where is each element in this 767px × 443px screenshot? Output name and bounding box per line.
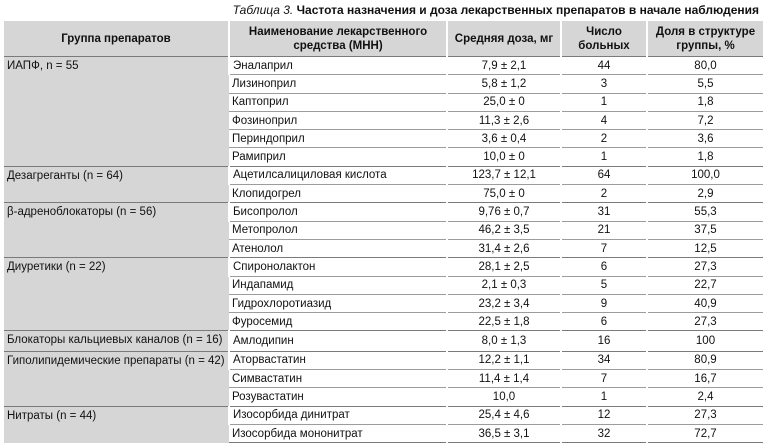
dose-cell: 11,4 ± 1,4 (447, 370, 561, 388)
header-dose: Средняя доза, мг (447, 21, 561, 57)
share-cell: 80,0 (647, 57, 763, 75)
drug-name-cell: Спиронолактон (229, 258, 447, 276)
dose-cell: 11,3 ± 2,6 (447, 111, 561, 129)
count-cell: 21 (561, 221, 647, 239)
dose-cell: 3,6 ± 0,4 (447, 130, 561, 148)
group-name: β-адреноблокаторы (n = 56) (4, 203, 229, 258)
dose-cell: 31,4 ± 2,6 (447, 239, 561, 257)
drug-name-cell: Клопидогрел (229, 185, 447, 203)
table-caption (0, 0, 767, 21)
group-name: Диуретики (n = 22) (4, 258, 229, 331)
share-cell: 2,4 (647, 388, 763, 406)
share-cell: 100,0 (647, 166, 763, 184)
table-row (4, 258, 763, 276)
table-row (4, 203, 763, 221)
dose-cell: 10,0 ± 0 (447, 148, 561, 166)
count-cell: 6 (561, 313, 647, 331)
caption-title: Частота назначения и доза лекарственных препаратов в начале наблюдения (296, 3, 759, 17)
drug-name-cell: Метопролол (229, 221, 447, 239)
share-cell: 1,8 (647, 93, 763, 111)
count-cell: 2 (561, 185, 647, 203)
drug-name-cell: Гидрохлоротиазид (229, 294, 447, 312)
share-cell: 80,9 (647, 351, 763, 369)
dose-cell: 12,2 ± 1,1 (447, 351, 561, 369)
drug-name-cell: Аторвастатин (229, 351, 447, 369)
share-cell: 40,9 (647, 294, 763, 312)
dose-cell: 8,0 ± 1,3 (447, 331, 561, 351)
dose-cell: 75,0 ± 0 (447, 185, 561, 203)
dose-cell: 5,8 ± 1,2 (447, 75, 561, 93)
share-cell: 3,6 (647, 130, 763, 148)
drug-name-cell: Фозиноприл (229, 111, 447, 129)
share-cell: 27,3 (647, 313, 763, 331)
share-cell: 1,8 (647, 148, 763, 166)
drug-name-cell: Индапамид (229, 276, 447, 294)
drug-name-cell: Бисопролол (229, 203, 447, 221)
drug-name-cell: Атенолол (229, 239, 447, 257)
drug-name-cell: Изосорбида мононитрат (229, 424, 447, 442)
count-cell: 9 (561, 294, 647, 312)
count-cell: 4 (561, 111, 647, 129)
share-cell: 100 (647, 331, 763, 351)
share-cell: 5,5 (647, 75, 763, 93)
count-cell: 64 (561, 166, 647, 184)
dose-cell: 10,0 (447, 388, 561, 406)
count-cell: 1 (561, 148, 647, 166)
dose-cell: 22,5 ± 1,8 (447, 313, 561, 331)
share-cell: 37,5 (647, 221, 763, 239)
count-cell: 12 (561, 406, 647, 424)
dose-cell: 25,4 ± 4,6 (447, 406, 561, 424)
count-cell: 2 (561, 130, 647, 148)
table-row (4, 351, 763, 369)
header-group: Группа препаратов (4, 21, 229, 57)
group-name: ИАПФ, n = 55 (4, 57, 229, 167)
caption-label: Таблица 3. (232, 3, 294, 17)
share-cell: 72,7 (647, 424, 763, 442)
group-name: Гиполипидемические препараты (n = 42) (4, 351, 229, 406)
drug-table (4, 21, 763, 443)
count-cell: 3 (561, 75, 647, 93)
drug-name-cell: Лизиноприл (229, 75, 447, 93)
table-body (4, 57, 763, 443)
share-cell: 16,7 (647, 370, 763, 388)
group-name: Дезагреганты (n = 64) (4, 166, 229, 203)
table-row (4, 57, 763, 75)
dose-cell: 9,76 ± 0,7 (447, 203, 561, 221)
drug-name-cell: Эналаприл (229, 57, 447, 75)
share-cell: 2,9 (647, 185, 763, 203)
drug-name-cell: Симвастатин (229, 370, 447, 388)
drug-name-cell: Каптоприл (229, 93, 447, 111)
header-count: Число больных (561, 21, 647, 57)
count-cell: 32 (561, 424, 647, 442)
drug-name-cell: Периндоприл (229, 130, 447, 148)
count-cell: 34 (561, 351, 647, 369)
dose-cell: 28,1 ± 2,5 (447, 258, 561, 276)
drug-name-cell: Амлодипин (229, 331, 447, 351)
drug-name-cell: Изосорбида динитрат (229, 406, 447, 424)
count-cell: 16 (561, 331, 647, 351)
group-name: Блокаторы кальциевых каналов (n = 16) (4, 331, 229, 351)
share-cell: 12,5 (647, 239, 763, 257)
header-share: Доля в структуре группы, % (647, 21, 763, 57)
drug-name-cell: Фуросемид (229, 313, 447, 331)
share-cell: 22,7 (647, 276, 763, 294)
header-drug: Наименование лекарственного средства (МНН) (229, 21, 447, 57)
dose-cell: 7,9 ± 2,1 (447, 57, 561, 75)
table-row (4, 166, 763, 184)
count-cell: 1 (561, 93, 647, 111)
dose-cell: 46,2 ± 3,5 (447, 221, 561, 239)
count-cell: 7 (561, 239, 647, 257)
share-cell: 55,3 (647, 203, 763, 221)
count-cell: 1 (561, 388, 647, 406)
drug-name-cell: Ацетилсалициловая кислота (229, 166, 447, 184)
count-cell: 5 (561, 276, 647, 294)
header-row (4, 21, 763, 57)
table-row (4, 331, 763, 351)
dose-cell: 25,0 ± 0 (447, 93, 561, 111)
drug-name-cell: Розувастатин (229, 388, 447, 406)
count-cell: 6 (561, 258, 647, 276)
count-cell: 7 (561, 370, 647, 388)
dose-cell: 123,7 ± 12,1 (447, 166, 561, 184)
group-name: Нитраты (n = 44) (4, 406, 229, 443)
share-cell: 27,3 (647, 258, 763, 276)
table-row (4, 406, 763, 424)
share-cell: 27,3 (647, 406, 763, 424)
dose-cell: 36,5 ± 3,1 (447, 424, 561, 442)
count-cell: 44 (561, 57, 647, 75)
share-cell: 7,2 (647, 111, 763, 129)
count-cell: 31 (561, 203, 647, 221)
dose-cell: 23,2 ± 3,4 (447, 294, 561, 312)
drug-name-cell: Рамиприл (229, 148, 447, 166)
dose-cell: 2,1 ± 0,3 (447, 276, 561, 294)
